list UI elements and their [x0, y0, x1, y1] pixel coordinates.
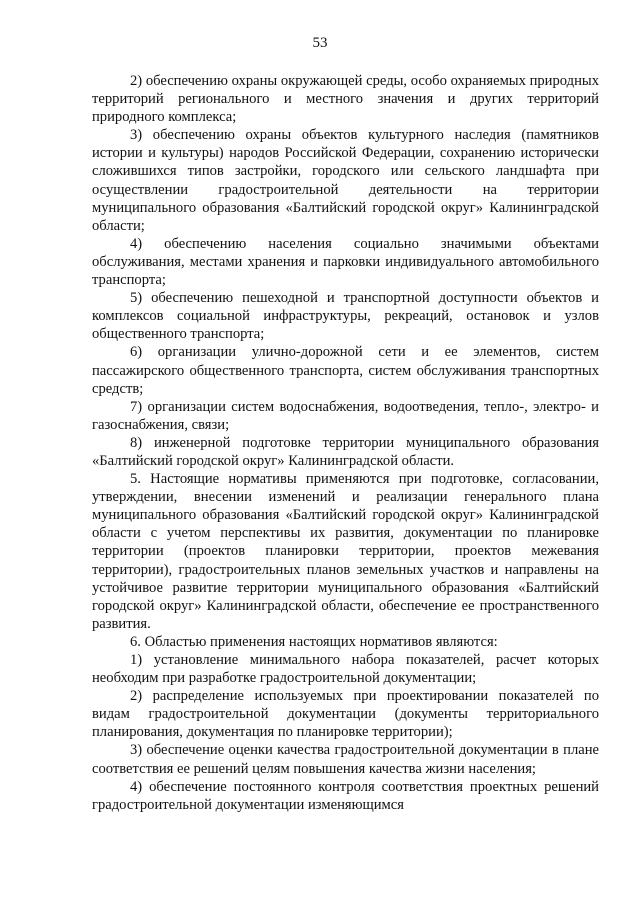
paragraph-item-2: 2) обеспечению охраны окружающей среды, особо охраняемых природных территорий регионального и местного значения и других территорий природного комплекса;	[92, 73, 599, 126]
paragraph-clause-6: 6. Областью применения настоящих нормативов являются:	[130, 633, 498, 650]
body-text	[92, 72, 599, 814]
paragraph-scope-4: 4) обеспечение постоянного контроля соответствия проектных решений градостроительной документации изменяющимся	[92, 778, 599, 813]
page-number: 53	[312, 35, 328, 51]
paragraph-scope-1: 1) установление минимального набора показателей, расчет которых необходим при разработке градостроительной документации;	[92, 652, 599, 687]
paragraph-clause-5: 5. Настоящие нормативы применяются при подготовке, согласовании, утверждении, внесении изменений и реализации генерального плана муниципального образования «Балтийский городской округ» Калининградской области с учетом перспективы их развития, документации по планировке территории (проектов планировки территории, проектов межевания территории), градостроительных планов земельных участков и направлены на устойчивое развитие территории муниципального образования «Балтийский городской округ» Калининградской области, обеспечение ее пространственного развития.	[92, 471, 599, 632]
paragraph-item-4: 4) обеспечению населения социально значимыми объектами обслуживания, местами хранения и парковки индивидуального автомобильного транспорта;	[92, 235, 599, 289]
paragraph-item-8: 8) инженерной подготовке территории муниципального образования «Балтийский городской округ» Калининградской области.	[92, 434, 599, 469]
paragraph-item-6: 6) организации улично-дорожной сети и ее элементов, систем пассажирского общественного транспорта, систем обслуживания транспортных средств;	[92, 344, 599, 397]
paragraph-scope-2: 2) распределение используемых при проектировании показателей по видам градостроительной документации (документы территориального планирования, документация по планировке территории);	[92, 688, 599, 741]
paragraph-item-3: 3) обеспечению охраны объектов культурного наследия (памятников истории и культуры) народов Российской Федерации, сохранению исторически сложившихся типов застройки, городского или сельского ландшафта при осуществлении градостроительной деятельности на территории муниципального образования «Балтийский городской округ» Калининградской области;	[92, 127, 599, 234]
paragraph-item-7: 7) организации систем водоснабжения, водоотведения, тепло-, электро- и газоснабжения, связи;	[92, 398, 599, 433]
paragraph-scope-3: 3) обеспечение оценки качества градостроительной документации в плане соответствия ее решений целям повышения качества жизни населения;	[92, 742, 599, 777]
paragraph-item-5: 5) обеспечению пешеходной и транспортной доступности объектов и комплексов социальной инфраструктуры, рекреаций, остановок и узлов общественного транспорта;	[92, 290, 599, 343]
